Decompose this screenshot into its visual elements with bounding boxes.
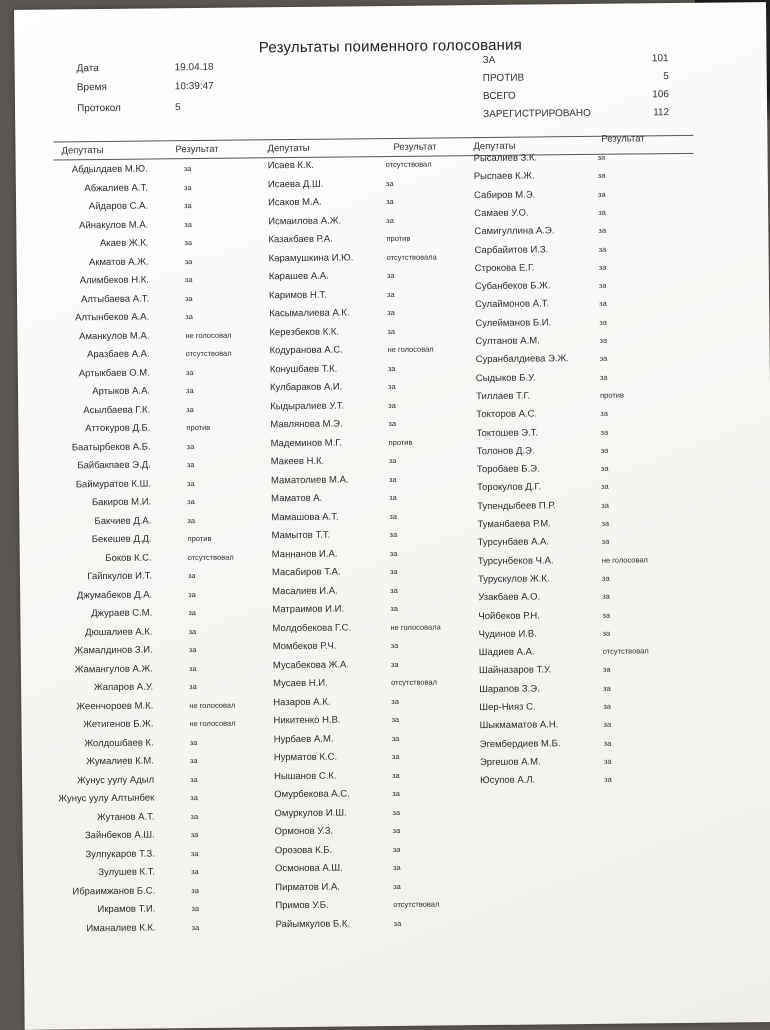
deputy-name: Масабиров Т.А. (271, 566, 341, 579)
vote-result: за (598, 280, 607, 290)
total-against-label: ПРОТИВ (482, 72, 525, 85)
deputy-name: Жолдошбаев К. (84, 737, 154, 749)
deputy-name: Шайназаров Т.У. (478, 664, 552, 677)
vote-result: за (386, 196, 394, 207)
vote-result: за (187, 497, 195, 507)
deputy-name: Бакиров М.И. (91, 496, 152, 509)
vote-result: за (599, 299, 607, 309)
vote-result: за (392, 844, 401, 854)
deputy-name: Акматов А.Ж. (88, 256, 149, 268)
voting-results-sheet (14, 2, 770, 1030)
vote-result: против (187, 533, 212, 544)
deputy-name: Иманалиев К.К. (86, 922, 156, 934)
deputy-name: Юсупов А.Л. (480, 774, 536, 787)
deputy-name: Субанбеков Б.Ж. (474, 280, 551, 293)
vote-result: за (602, 610, 611, 620)
deputy-name: Байбакпаев Э.Д. (77, 459, 151, 472)
meta-protocol-label: Протокол (77, 102, 121, 115)
vote-result: за (389, 548, 398, 558)
deputy-name: Асылбаева Г.К. (83, 404, 151, 416)
deputy-name: Мусабекова Ж.А. (272, 658, 350, 671)
vote-result: отсутствовал (185, 348, 232, 359)
vote-result: за (185, 312, 193, 322)
vote-result: за (191, 885, 199, 895)
vote-result: за (393, 918, 402, 928)
vote-result: за (188, 663, 197, 673)
vote-result: за (387, 381, 396, 392)
vote-result: за (188, 589, 196, 599)
col1-header-deputy: Депутаты (61, 145, 104, 157)
vote-result: за (190, 774, 198, 784)
deputy-name: Сыдыков Б.У. (475, 372, 536, 384)
deputy-name: Аттокуров Д.Б. (85, 422, 151, 435)
vote-result: за (386, 289, 395, 299)
vote-result: за (392, 807, 401, 817)
vote-result: за (391, 751, 400, 762)
total-all-value: 106 (652, 89, 670, 101)
vote-result: за (603, 720, 612, 730)
deputy-name: Строкова Е.Г. (474, 262, 535, 274)
deputy-name: Мавлянова М.Э. (270, 418, 343, 431)
vote-result: за (385, 178, 394, 188)
deputy-name: Сарбайитов И.З. (474, 243, 549, 256)
deputy-name: Баатырбеков А.Б. (71, 441, 151, 453)
deputy-name: Кодуранова А.С. (269, 344, 343, 357)
vote-result: против (386, 233, 411, 244)
vote-result: за (600, 482, 609, 492)
deputy-name: Мамашова А.Т. (271, 511, 339, 523)
vote-result: за (600, 445, 609, 455)
deputy-name: Абдылдаев М.Ю. (71, 163, 148, 176)
col1-header-result: Результат (175, 143, 219, 156)
vote-result: за (603, 701, 612, 711)
deputy-name: Шыкмаматов А.Н. (479, 719, 559, 732)
deputy-name: Торобаев Б.Э. (476, 463, 540, 476)
vote-result: не голосовал (189, 718, 236, 729)
deputy-name: Туманбаева Р.М. (477, 518, 551, 531)
vote-result: за (184, 256, 193, 266)
deputy-name: Турсунбаев А.А. (477, 536, 550, 549)
deputy-name: Акаев Ж.К. (99, 237, 149, 250)
deputy-name: Сабиров М.Э. (473, 189, 536, 201)
vote-result: за (392, 825, 401, 836)
total-registered-label: ЗАРЕГИСТРИРОВАНО (483, 107, 591, 121)
vote-result: не голосовал (387, 344, 434, 355)
deputy-name: Чудинов И.В. (478, 628, 537, 640)
vote-result: за (600, 408, 608, 419)
deputy-name: Омурбекова А.С. (274, 788, 350, 801)
vote-result: за (604, 774, 612, 784)
vote-result: за (388, 455, 397, 466)
deputy-name: Токтошев Э.Т. (476, 426, 539, 439)
vote-result: за (599, 354, 608, 364)
deputy-name: Каримов Н.Т. (268, 289, 327, 301)
total-against-value: 5 (663, 71, 669, 83)
deputy-name: Жунус уулу Адыл (76, 774, 155, 786)
vote-result: за (191, 867, 199, 877)
vote-result: за (389, 492, 397, 503)
vote-result: за (598, 244, 607, 254)
vote-result: за (599, 335, 608, 345)
deputy-name: Жамангулов А.Ж. (74, 663, 153, 675)
deputy-name: Мадеминов М.Г. (270, 437, 343, 449)
deputy-name: Нышанов С.К. (274, 770, 337, 782)
vote-result: за (386, 270, 395, 281)
vote-result: за (391, 733, 400, 743)
meta-date-value: 19.04.18 (174, 61, 214, 74)
total-all-label: ВСЕГО (482, 90, 516, 103)
deputy-name: Маматолиев М.А. (270, 473, 349, 486)
vote-result: за (390, 659, 399, 669)
vote-result: не голосовал (189, 700, 236, 710)
deputy-name: Суранбалдиева Э.Ж. (475, 353, 570, 366)
total-registered (483, 107, 669, 123)
vote-result: за (188, 626, 197, 636)
deputy-name: Тупендыбеев П.Р. (477, 499, 556, 512)
col3-header-result: Результат (601, 133, 645, 145)
vote-result: за (390, 585, 398, 595)
vote-result: за (392, 788, 400, 799)
deputy-name: Бакчиев Д.А. (94, 515, 152, 527)
vote-result: за (389, 566, 398, 577)
deputy-name: Керезбеков К.К. (269, 326, 340, 338)
vote-result: отсутствовала (386, 252, 437, 262)
deputy-name: Абжалиев А.Т. (84, 182, 148, 194)
vote-result: за (389, 529, 398, 540)
vote-result: за (387, 326, 396, 336)
vote-result: за (599, 372, 608, 382)
vote-result: за (601, 518, 610, 528)
vote-result: за (601, 537, 610, 547)
vote-result: за (186, 478, 195, 488)
deputy-name: Исаев К.К. (267, 159, 314, 172)
deputy-name: Токторов А.С. (476, 408, 538, 421)
vote-result: отсутствовал (602, 646, 649, 656)
deputy-name: Кыдыралиев У.Т. (270, 400, 345, 412)
vote-result: за (190, 830, 199, 840)
deputy-name: Назаров А.К. (273, 696, 331, 708)
vote-result: не голосовала (390, 622, 441, 632)
deputy-name: Маннанов И.А. (271, 548, 338, 560)
vote-result: за (601, 500, 609, 510)
deputy-name: Шарапов З.Э. (479, 683, 540, 695)
deputy-name: Нурматов К.С. (273, 751, 338, 764)
deputy-name: Шадиев А.А. (478, 646, 535, 659)
vote-result: за (189, 682, 197, 692)
total-for (483, 53, 669, 69)
vote-result: за (191, 922, 200, 932)
vote-result: за (386, 215, 394, 225)
vote-result: за (187, 571, 196, 581)
vote-result: за (184, 275, 193, 285)
deputy-name: Нурбаев А.М. (273, 733, 334, 745)
deputy-name: Молдобекова Г.С. (272, 621, 352, 634)
deputy-name: Самигуллина А.Э. (474, 225, 555, 238)
deputy-name: Кулбараков А.И. (269, 381, 343, 394)
vote-result: за (598, 225, 607, 236)
deputy-name: Аманкулов М.А. (79, 330, 150, 342)
deputy-name: Турсунбеков Ч.А. (477, 554, 554, 567)
vote-result: отсутствовал (187, 552, 234, 562)
total-for-value: 101 (651, 53, 669, 65)
vote-result: за (184, 238, 193, 248)
vote-result: за (598, 262, 607, 272)
deputy-name: Аразбаев А.А. (87, 348, 150, 361)
vote-result: за (190, 793, 198, 803)
vote-result: за (392, 770, 400, 780)
deputy-name: Конушбаев Т.К. (269, 363, 338, 375)
vote-result: против (186, 422, 211, 433)
deputy-name: Боков К.С. (105, 552, 152, 564)
total-all (483, 89, 669, 105)
vote-result: за (387, 363, 396, 373)
deputy-name: Райымкулов Б.К. (275, 917, 351, 930)
deputy-name: Жамалдинов З.И. (74, 644, 153, 657)
meta-protocol-value: 5 (174, 102, 181, 114)
vote-result: за (601, 573, 610, 583)
vote-result: за (603, 683, 611, 693)
deputy-name: Алтыбаева А.Т. (80, 293, 150, 305)
deputy-name: Дюшалиев А.К. (85, 626, 153, 638)
vote-result: за (390, 603, 398, 614)
meta-block (77, 61, 278, 123)
deputy-name: Зулушев К.Т. (98, 866, 156, 879)
vote-result: за (183, 164, 192, 174)
vote-result: отсутствовал (385, 159, 432, 170)
deputy-name: Эргешов А.М. (479, 756, 541, 768)
vote-result: за (183, 182, 192, 192)
deputy-name: Артыков А.А. (92, 385, 151, 398)
deputy-name: Мамытов Т.Т. (271, 529, 331, 542)
deputy-name: Сулаймонов А.Т. (475, 298, 550, 311)
vote-result: за (191, 904, 200, 914)
deputy-name: Рысалиев З.К. (473, 152, 538, 165)
vote-result: за (186, 441, 195, 451)
vote-result: за (388, 474, 397, 484)
deputy-name: Жапаров А.У. (93, 681, 154, 694)
deputy-name: Зайнбеков А.Ш. (84, 829, 155, 842)
deputy-name: Масалиев И.А. (272, 585, 338, 597)
deputy-name: Сулейманов Б.И. (475, 317, 552, 329)
deputy-name: Мусаев Н.И. (273, 677, 328, 690)
deputy-name: Турускулов Ж.К. (477, 573, 550, 586)
vote-result: за (186, 460, 195, 470)
vote-result: за (185, 293, 193, 303)
vote-result: не голосовал (601, 554, 648, 565)
vote-result: за (393, 881, 401, 891)
vote-result: за (184, 219, 192, 229)
deputy-name: Айдаров С.А. (88, 200, 149, 213)
deputy-name: Жумалиев К.М. (86, 755, 154, 768)
meta-date (77, 61, 277, 77)
deputy-name: Касымалиева А.К. (269, 307, 350, 320)
vote-result: за (599, 317, 607, 327)
deputy-name: Алтынбеков А.А. (75, 311, 150, 324)
deputy-name: Карашев А.А. (268, 270, 329, 283)
vote-result: за (188, 645, 197, 655)
deputy-name: Исмаилова А.Ж. (268, 215, 342, 227)
deputy-name: Орозова К.Б. (274, 844, 333, 856)
deputy-name: Тиллаев Т.Г. (476, 390, 531, 403)
vote-result: за (185, 386, 194, 396)
deputy-name: Ормонов У.З. (274, 825, 334, 838)
deputy-name: Момбеков Р.Ч. (272, 640, 337, 653)
vote-result: за (190, 811, 199, 821)
deputy-name: Айнакулов М.А. (79, 219, 149, 231)
col2-header-deputy: Депутаты (267, 142, 310, 155)
vote-result: не голосовал (185, 330, 232, 340)
vote-result: за (598, 207, 606, 217)
vote-result: за (602, 628, 611, 638)
vote-result: за (602, 591, 610, 601)
vote-result: за (387, 307, 395, 318)
deputy-name: Казакбаев Р.А. (268, 233, 333, 246)
meta-time-label: Время (76, 81, 107, 94)
vote-result: за (187, 515, 196, 525)
deputy-name: Ибраимжанов Б.С. (72, 885, 156, 897)
total-for-label: ЗА (482, 54, 496, 67)
vote-result: за (391, 696, 399, 706)
vote-result: за (600, 463, 609, 473)
document-title: Результаты поименного голосования (258, 36, 523, 57)
deputy-name: Эгембердиев М.Б. (479, 737, 561, 750)
deputy-name: Баймуратов К.Ш. (75, 478, 152, 490)
col3-header-deputy: Депутаты (473, 140, 516, 153)
vote-result: за (600, 427, 609, 437)
deputy-name: Чойбеков Р.Н. (478, 609, 540, 622)
deputy-name: Джураев С.М. (91, 607, 153, 620)
col2-header-result: Результат (393, 141, 437, 153)
deputy-name: Бекешев Д.Д. (91, 533, 152, 546)
total-against (483, 71, 669, 87)
vote-result: за (186, 404, 194, 414)
vote-result: за (603, 756, 612, 766)
deputy-name: Карамушкина И.Ю. (268, 251, 354, 264)
vote-result: за (597, 171, 606, 181)
deputy-name: Самаев У.О. (474, 207, 529, 220)
vote-result: за (388, 418, 397, 429)
meta-time (77, 80, 277, 96)
vote-result: за (190, 848, 199, 858)
deputy-name: Узакбаев А.О. (478, 591, 541, 604)
deputy-name: Зулпукаров Т.З. (85, 848, 155, 860)
vote-result: за (392, 862, 401, 873)
deputy-name: Шер-Нияз С. (479, 701, 536, 714)
vote-result: за (184, 201, 192, 211)
deputy-name: Джумабеков Д.А. (76, 589, 153, 601)
deputy-name: Макеев Н.К. (270, 455, 325, 468)
vote-result: за (185, 367, 194, 377)
deputy-name: Жетигенов Б.Ж. (83, 718, 154, 731)
vote-result: за (597, 152, 606, 162)
deputy-name: Исаков М.А. (267, 196, 322, 209)
vote-result: отсутствовал (391, 677, 438, 688)
deputy-name: Жунус уулу Алтынбек (58, 792, 155, 805)
deputy-name: Султанов А.М. (475, 335, 540, 348)
vote-result: за (189, 737, 198, 747)
vote-result: против (600, 390, 624, 400)
totals-block (483, 53, 670, 127)
deputy-name: Торокулов Д.Г. (476, 481, 542, 494)
total-registered-value: 112 (653, 107, 670, 119)
header-rule-top (53, 135, 693, 143)
deputy-name: Гайпкулов И.Т. (87, 570, 153, 583)
deputy-name: Жутанов А.Т. (96, 811, 155, 823)
deputy-name: Омуркулов И.Ш. (274, 806, 347, 819)
meta-time-value: 10:39:47 (174, 80, 214, 93)
deputy-name: Осмонова А.Ш. (274, 862, 343, 875)
deputy-name: Матраимов И.И. (272, 603, 345, 616)
deputy-name: Маматов А. (271, 492, 323, 505)
deputy-name: Алимбеков Н.К. (79, 274, 149, 287)
deputy-name: Рыспаев К.Ж. (473, 170, 535, 183)
vote-result: за (388, 400, 396, 410)
vote-result: отсутствовал (393, 899, 440, 910)
vote-result: за (390, 640, 399, 651)
vote-result: за (188, 608, 197, 618)
vote-result: за (597, 189, 606, 199)
vote-result: за (391, 714, 400, 725)
vote-result: за (602, 665, 611, 675)
vote-result: за (189, 756, 198, 766)
deputy-name: Исаева Д.Ш. (267, 178, 324, 190)
deputy-name: Примов У.Б. (275, 899, 329, 912)
deputy-name: Икрамов Т.И. (97, 903, 156, 916)
deputy-name: Пирматов И.А. (275, 881, 340, 893)
deputy-name: Толонов Д.Э. (476, 445, 535, 457)
meta-date-label: Дата (76, 63, 99, 75)
vote-result: за (389, 511, 398, 521)
deputy-name: Артыкбаев О.М. (78, 367, 150, 379)
deputy-name: Никитенко Н.В. (273, 714, 341, 727)
deputy-name: Жеенчороев М.К. (76, 700, 154, 712)
meta-protocol (77, 101, 277, 117)
vote-result: против (388, 437, 413, 447)
vote-result: за (603, 738, 612, 748)
